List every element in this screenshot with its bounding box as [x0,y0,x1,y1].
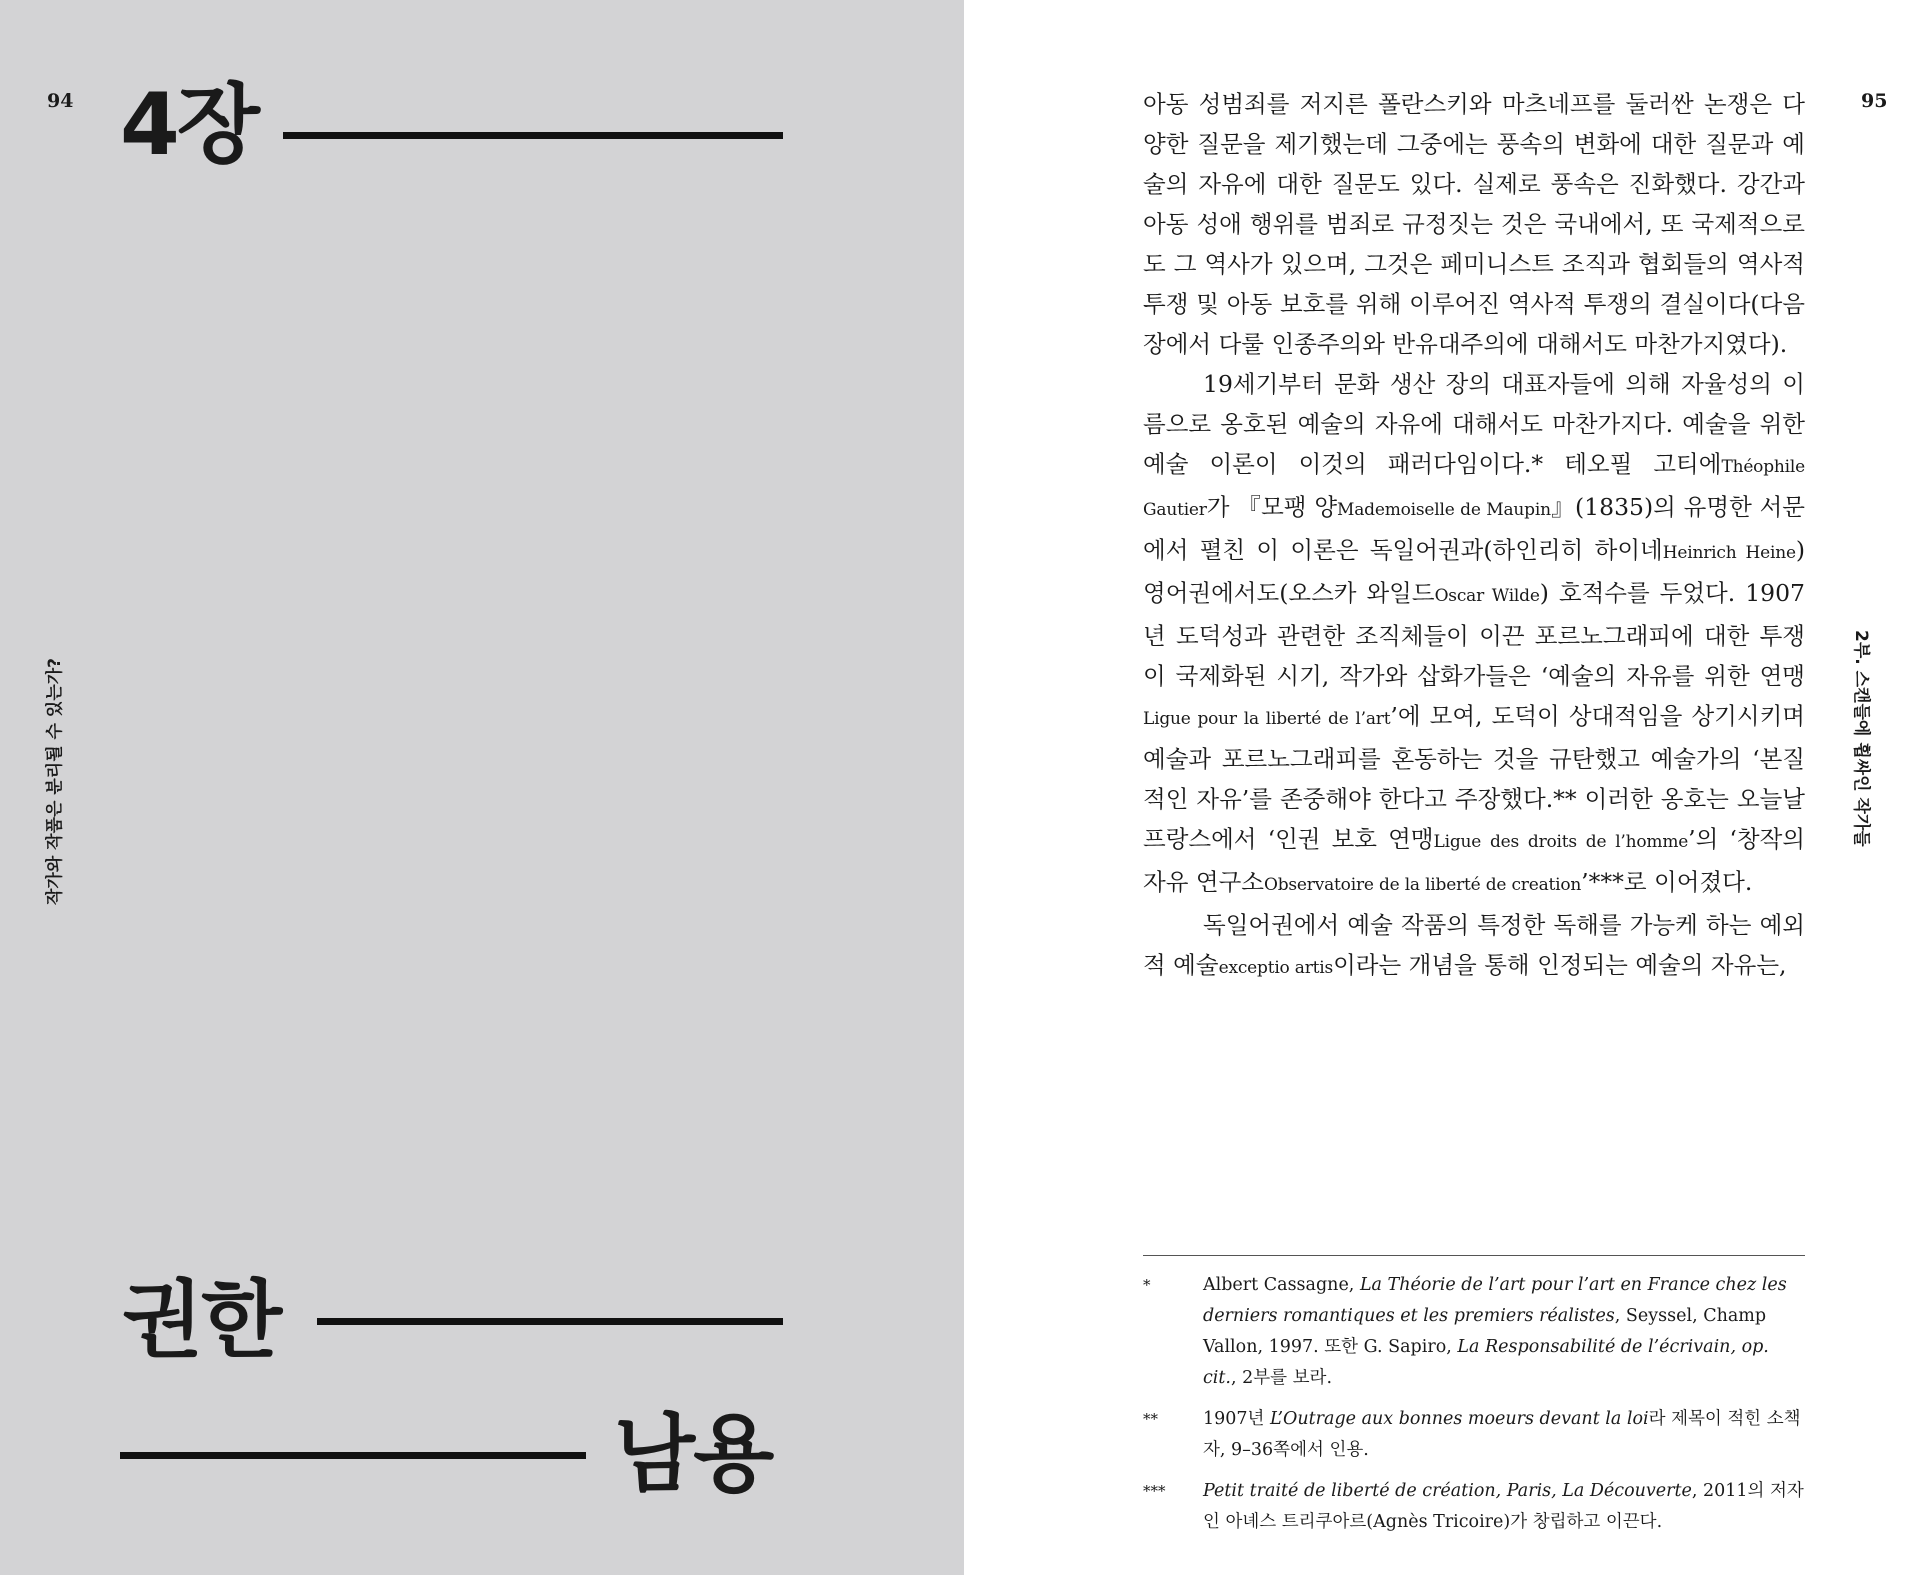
italic-title: Petit traité de liberté de création, Paris, La Découverte [1203,1481,1692,1501]
running-title-right: 2부. 스캔들에 휩싸인 작가들 [1851,630,1871,847]
text-run: 독일어권에서 예술 작품의 특정한 독해를 가능케 하는 예외적 예술 [1143,911,1805,979]
text-run: 19세기부터 문화 생산 장의 대표자들에 의해 자율성의 이름으로 옹호된 예술의 자유에 대해서도 마찬가지다. 예술을 위한 예술 이론이 이것의 패러다임이다.* 테오필 고티에 [1143,370,1805,478]
foreign-term: Ligue des droits de l’homme [1433,832,1689,852]
body-paragraph [1143,364,1805,905]
text-run: 1907년 [1203,1409,1271,1429]
footnote-divider [1143,1255,1805,1256]
chapter-rule [283,132,783,139]
right-page [964,0,1920,1575]
footnote [1143,1270,1805,1394]
running-title-left-wrap [40,625,70,905]
text-run: , Seyssel, Champ Vallon, 1997. 또한 G. Sapiro, [1203,1306,1767,1357]
italic-title: L’Outrage aux bonnes moeurs devant la loi [1270,1409,1649,1429]
text-run: , 2011의 저자인 아녜스 트리쿠아르(Agnès Tricoire)가 창립하고 이끈다. [1203,1481,1804,1532]
title-rule-1 [317,1318,783,1325]
text-run: 』(1835)의 유명한 서문에서 펼친 이 이론은 독일어권과(하인리히 하이네 [1143,493,1805,564]
footnote-text [1203,1476,1805,1538]
body-paragraph [1143,84,1805,364]
chapter-label: 4장 [120,75,257,175]
italic-title: La Responsabilité de l’écrivain, op. cit. [1203,1337,1769,1388]
running-title-left: 작가와 작품은 분리될 수 있는가? [45,657,65,905]
footnote-text [1203,1270,1805,1394]
foreign-term: Oscar Wilde [1434,586,1540,606]
running-title-right-wrap [1850,630,1880,870]
text-run: , 2부를 보라. [1231,1368,1333,1388]
foreign-term: Observatoire de la liberté de creation [1263,875,1582,895]
footnotes [1143,1270,1805,1548]
foreign-term: Mademoiselle de Maupin [1337,500,1551,520]
text-run: 가 『모팽 양 [1206,493,1338,521]
page-number-left: 94 [47,90,74,112]
body-text [1143,84,1805,988]
italic-title: La Théorie de l’art pour l’art en France chez les derniers romantiques et les premiers réalistes [1203,1275,1787,1326]
body-paragraph [1143,905,1805,988]
footnote-text [1203,1404,1805,1466]
text-run: ’***로 이어졌다. [1581,868,1753,896]
foreign-term: Heinrich Heine [1662,543,1796,563]
text-run: ) 영어권에서도(오스카 와일드 [1143,536,1805,607]
text-run: 라 제목이 적힌 소책자, 9–36쪽에서 인용. [1203,1409,1801,1460]
text-run: 이라는 개념을 통해 인정되는 예술의 자유는, [1333,951,1787,979]
title-line-2: 남용 [614,1405,773,1503]
foreign-term: exceptio artis [1218,958,1334,978]
title-line-1: 권한 [122,1271,281,1369]
footnote [1143,1404,1805,1466]
foreign-term: Ligue pour la liberté de l’art [1143,709,1391,729]
footnote-mark: ** [1143,1410,1158,1428]
text-run: ) 호적수를 두었다. 1907년 도덕성과 관련한 조직체들이 이끈 포르노그래피에 대한 투쟁이 국제화된 시기, 작가와 삽화가들은 ‘예술의 자유를 위한 연맹 [1143,579,1805,690]
page-number-right: 95 [1861,90,1888,112]
text-run: Albert Cassagne, [1203,1275,1360,1295]
footnote-mark: * [1143,1276,1151,1294]
foreign-term: Théophile Gautier [1143,457,1805,520]
footnote [1143,1476,1805,1538]
text-run: 아동 성범죄를 저지른 폴란스키와 마츠네프를 둘러싼 논쟁은 다양한 질문을 제기했는데 그중에는 풍속의 변화에 대한 질문과 예술의 자유에 대한 질문도 있다. 실제로 풍속은 진화했다. 강간과 아동 성애 행위를 범죄로 규정짓는 것은 국내에서, 또 국제적으로도 그 역사가 있으며, 그것은 페미니스트 조직과 협회들의 역사적 투쟁 및 아동 보호를 위해 이루어진 역사적 투쟁의 결실이다(다음 장에서 다룰 인종주의와 반유대주의에 대해서도 마찬가지였다). [1143,90,1805,358]
text-run: ’에 모여, 도덕이 상대적임을 상기시키며 예술과 포르노그래피를 혼동하는 것을 규탄했고 예술가의 ‘본질적인 자유’를 존중해야 한다고 주장했다.** 이러한 옹호는 오늘날 프랑스에서 ‘인권 보호 연맹 [1143,702,1805,853]
title-rule-2 [120,1452,586,1459]
footnote-mark: *** [1143,1482,1166,1500]
text-run: ’의 ‘창작의 자유 연구소 [1143,825,1805,896]
